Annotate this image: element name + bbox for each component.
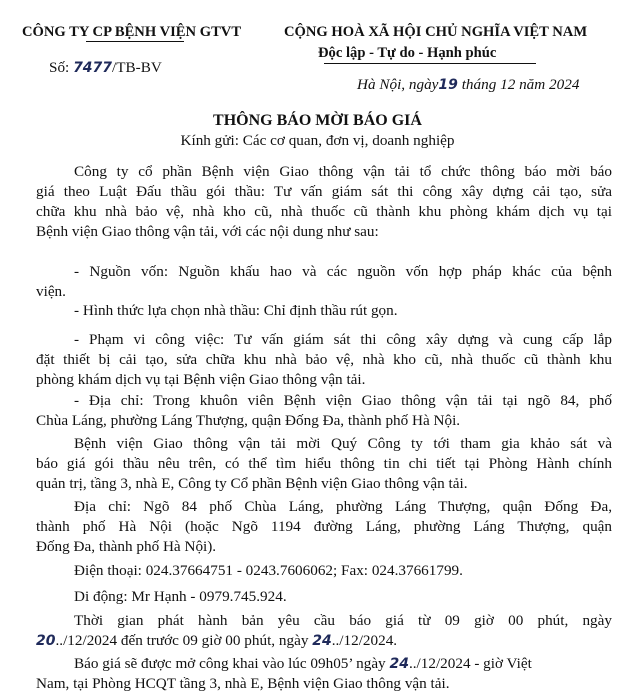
- address-line: thành phố Hà Nội (hoặc Ngõ 1194 đường Láng, phường Láng Thượng, quận: [36, 518, 612, 535]
- issue-start-day-handwritten: 20: [36, 633, 56, 649]
- issue-paragraph: [36, 611, 612, 651]
- doc-number-suffix: /TB-BV: [112, 59, 162, 76]
- funding-paragraph: [36, 262, 612, 302]
- document-date: [357, 75, 579, 95]
- mobile-line: Di động: Mr Hạnh - 0979.745.924.: [74, 588, 287, 605]
- document-number: [49, 58, 162, 78]
- selection-paragraph: [36, 301, 612, 321]
- issue-end-day-handwritten: 24: [312, 633, 332, 649]
- scope-paragraph: [36, 330, 612, 390]
- recipient-line: Kính gửi: Các cơ quan, đơn vị, doanh nghiệp: [180, 132, 455, 149]
- date-prefix: Hà Nội, ngày: [357, 76, 439, 93]
- phone-line: Điện thoại: 024.37664751 - 0243.7606062; Fax: 024.37661799.: [74, 562, 463, 579]
- address-line: Đống Đa, thành phố Hà Nội).: [36, 538, 217, 555]
- mobile-paragraph: [36, 587, 612, 607]
- intro-line: giá theo Luật Đấu thầu gói thầu: Tư vấn giám sát thi công xây dựng cải tạo, sửa: [36, 183, 612, 200]
- funding-line: viện.: [36, 283, 66, 300]
- opening-line-1: [36, 654, 612, 674]
- motto-underline: [324, 63, 536, 64]
- national-motto: Độc lập - Tự do - Hạnh phúc: [318, 45, 497, 61]
- address-paragraph: [36, 497, 612, 557]
- company-name: CÔNG TY CP BỆNH VIỆN GTVT: [22, 24, 242, 40]
- intro-line: Công ty cổ phần Bệnh viện Giao thông vận tải tổ chức thông báo mời báo: [74, 163, 612, 180]
- location-line: - Địa chỉ: Trong khuôn viên Bệnh viện Giao thông vận tải tại ngõ 84, phố: [74, 392, 612, 409]
- issue-line: Thời gian phát hành bản yêu cầu báo giá từ 09 giờ 00 phút, ngày: [74, 612, 612, 629]
- intro-line: chữa khu nhà bảo vệ, nhà kho cũ, nhà thuốc cũ thành khu phòng khám dịch vụ tại: [36, 203, 612, 220]
- scope-line: - Phạm vi công việc: Tư vấn giám sát thi công xây dựng và cung cấp lắp: [74, 331, 612, 348]
- location-line: Chùa Láng, phường Láng Thượng, quận Đống Đa, thành phố Hà Nội.: [36, 412, 461, 429]
- issue-line-2-middle: ../12/2024 đến trước 09 giờ 00 phút, ngày: [55, 632, 313, 649]
- doc-number-handwritten: 7477: [73, 60, 113, 76]
- funding-line: - Nguồn vốn: Nguồn khấu hao và các nguồn vốn hợp pháp khác của bệnh: [74, 263, 612, 280]
- issue-line-2-end: ../12/2024.: [331, 632, 398, 649]
- page-title: THÔNG BÁO MỜI BÁO GIÁ: [213, 112, 422, 129]
- address-line: Địa chỉ: Ngõ 84 phố Chùa Láng, phường Láng Thượng, quận Đống Đa,: [74, 498, 612, 515]
- opening-day-handwritten: 24: [389, 656, 409, 672]
- opening-line-1-b: ../12/2024 - giờ Việt: [408, 655, 532, 672]
- country-name: CỘNG HOÀ XÃ HỘI CHỦ NGHĨA VIỆT NAM: [284, 24, 588, 40]
- issue-line-2: [36, 631, 612, 651]
- opening-line-1-a: Báo giá sẽ được mở công khai vào lúc 09h05’ ngày: [74, 655, 390, 672]
- invite-line: báo giá gói thầu nêu trên, có thể tìm hiểu thông tin chi tiết tại Phòng Hành chính: [36, 455, 612, 472]
- phone-paragraph: [36, 561, 612, 581]
- date-day-handwritten: 19: [438, 77, 458, 93]
- doc-number-prefix: Số:: [49, 59, 70, 76]
- opening-paragraph: [36, 654, 612, 694]
- scope-line: phòng khám dịch vụ tại Bệnh viện Giao thông vận tải.: [36, 371, 366, 388]
- invite-line: quản trị, tầng 3, nhà E, Công ty Cổ phần Bệnh viện Giao thông vận tải.: [36, 475, 468, 492]
- opening-line-2: Nam, tại Phòng HCQT tầng 3, nhà E, Bệnh viện Giao thông vận tải.: [36, 675, 450, 692]
- date-suffix: tháng 12 năm 2024: [461, 76, 580, 93]
- scope-line: đặt thiết bị cải tạo, sửa chữa khu nhà bảo vệ, nhà kho cũ, nhà thuốc cũ thành khu: [36, 351, 612, 368]
- selection-line: - Hình thức lựa chọn nhà thầu: Chỉ định thầu rút gọn.: [74, 302, 398, 319]
- invite-paragraph: [36, 434, 612, 494]
- location-paragraph: [36, 391, 612, 431]
- invite-line: Bệnh viện Giao thông vận tải mời Quý Công ty tới tham gia khảo sát và: [74, 435, 612, 452]
- company-underline: [86, 41, 184, 42]
- intro-paragraph: [36, 162, 612, 242]
- intro-line: Bệnh viện Giao thông vận tải, với các nội dung như sau:: [36, 223, 379, 240]
